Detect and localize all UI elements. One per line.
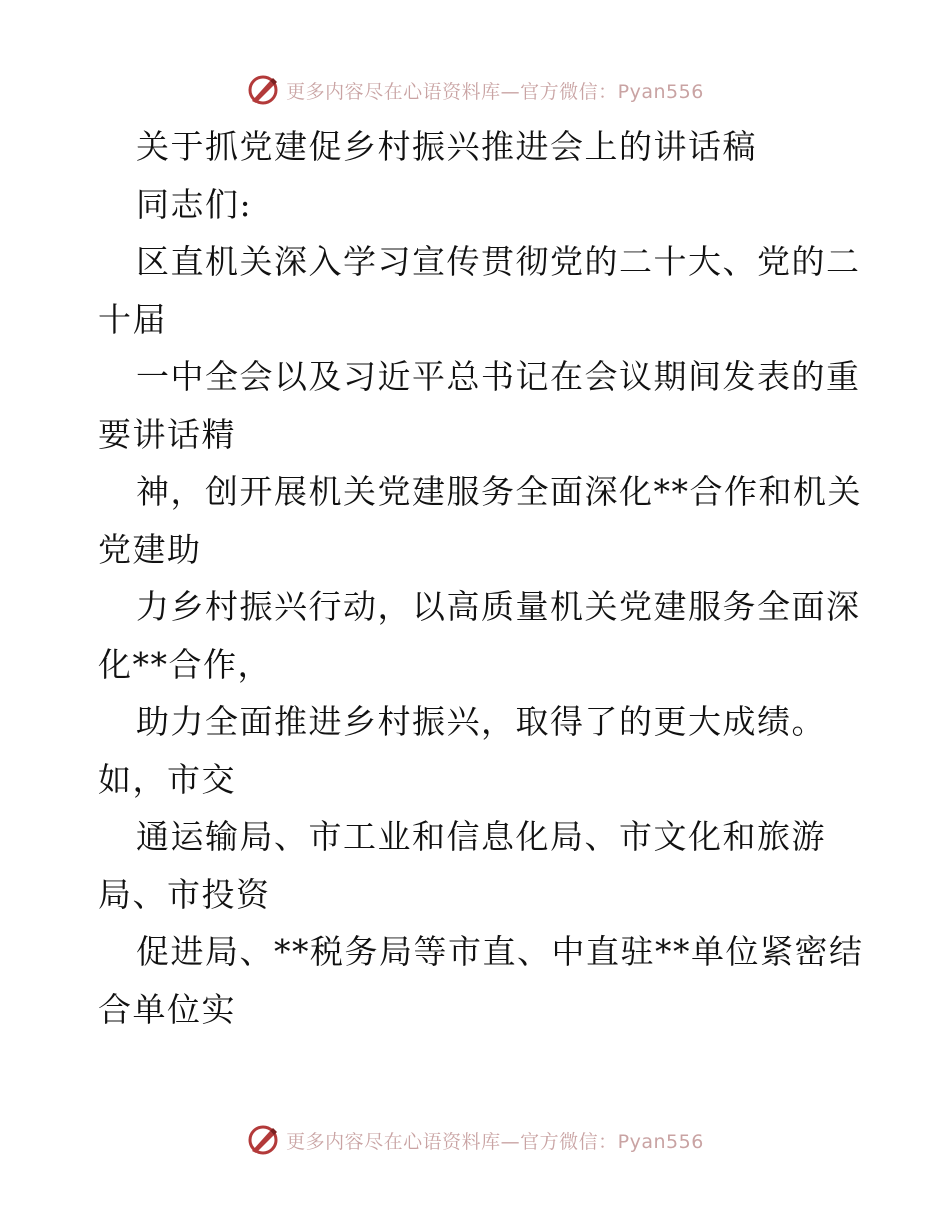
salutation: 同志们: <box>136 184 253 224</box>
paragraph-line: 要讲话精 <box>98 414 236 454</box>
paragraph-line: 促进局、**税务局等市直、中直驻**单位紧密结 <box>136 932 864 971</box>
paragraph-line: 一中全会以及习近平总书记在会议期间发表的重 <box>136 357 861 396</box>
paragraph-line: 十届 <box>98 299 167 339</box>
paragraph-line: 通运输局、市工业和信息化局、市文化和旅游 <box>136 817 826 856</box>
pen-logo-icon <box>246 1123 280 1157</box>
document-body <box>98 118 864 1038</box>
paragraph-line: 党建助 <box>98 529 202 569</box>
footer-watermark <box>0 1120 950 1160</box>
header-watermark <box>0 70 950 110</box>
document-title: 关于抓党建促乡村振兴推进会上的讲话稿 <box>136 127 757 166</box>
paragraph-line: 助力全面推进乡村振兴，取得了的更大成绩。 <box>136 702 826 741</box>
paragraph-line: 区直机关深入学习宣传贯彻党的二十大、党的二 <box>136 242 861 281</box>
paragraph-line: 局、市投资 <box>98 874 271 914</box>
paragraph-line: 力乡村振兴行动，以高质量机关党建服务全面深 <box>136 587 861 626</box>
paragraph-line: 神，创开展机关党建服务全面深化**合作和机关 <box>136 472 862 511</box>
paragraph-line: 化**合作， <box>98 644 272 684</box>
pen-logo-icon <box>246 73 280 107</box>
watermark-text: 更多内容尽在心语资料库—官方微信：Pyan556 <box>286 1130 704 1153</box>
watermark-text: 更多内容尽在心语资料库—官方微信：Pyan556 <box>286 80 704 103</box>
paragraph-line: 合单位实 <box>98 989 236 1029</box>
paragraph-line: 如，市交 <box>98 759 236 799</box>
